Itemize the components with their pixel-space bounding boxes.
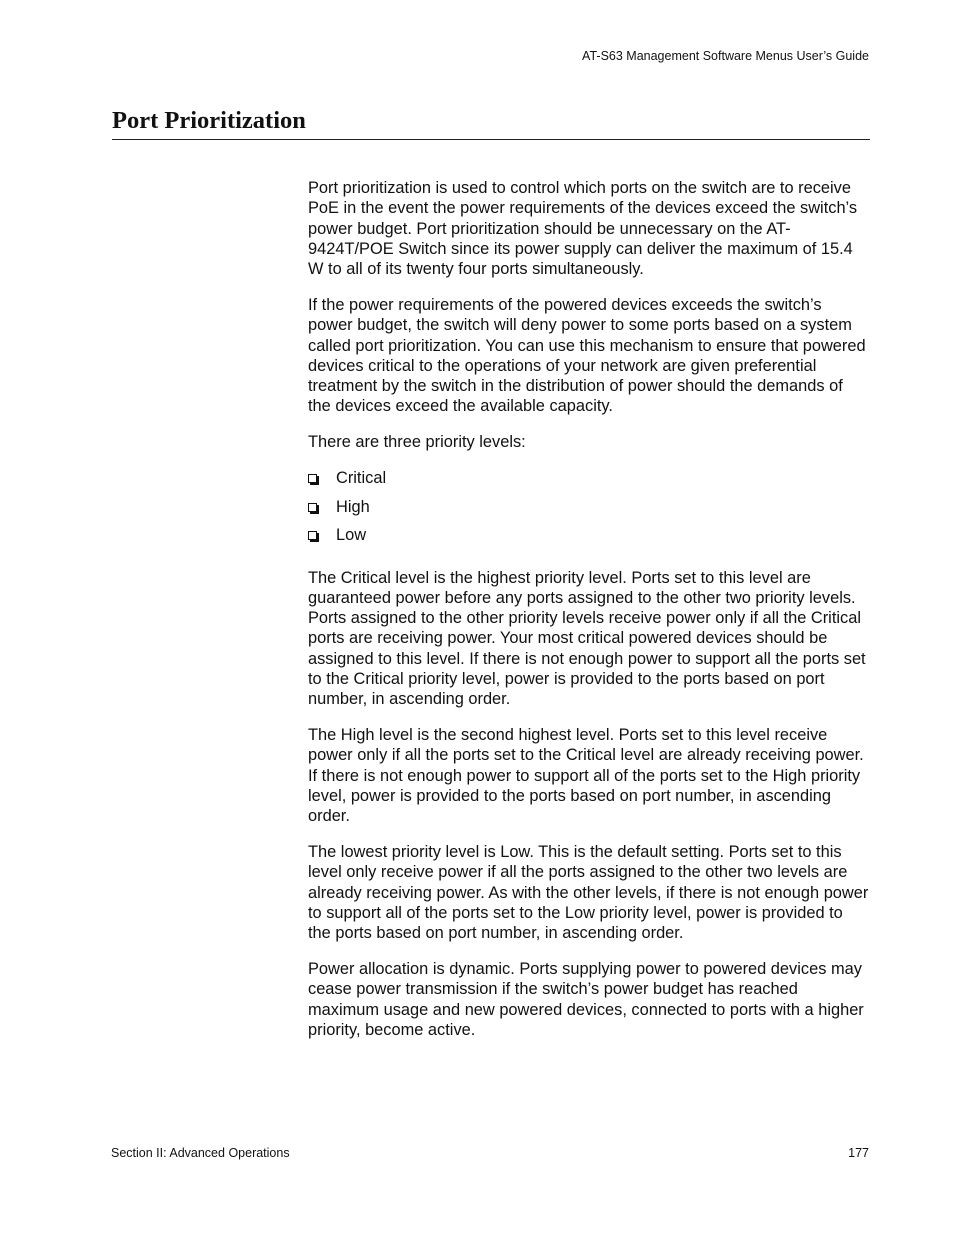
priority-levels-list (308, 468, 870, 554)
list-item-label: Critical (336, 469, 387, 488)
running-header: AT-S63 Management Software Menus User’s Guide (582, 49, 869, 63)
paragraph-critical: The Critical level is the highest priority level. Ports set to this level are guaranteed power before any ports assigned to the other two priority levels. Ports assigned to the other priority levels receive power only if all the Critical ports are receiving power. Your most critical powered devices should be assigned to this level. If there is not enough power to support all the ports set to the Critical priority level, power is provided to the ports based on port number, in ascending order. (308, 568, 866, 709)
page-title: Port Prioritization (112, 107, 306, 134)
checkbox-square-icon (308, 531, 317, 540)
section-heading (112, 105, 870, 140)
title-divider (112, 139, 870, 140)
list-item-critical (308, 468, 870, 497)
page-number: 177 (848, 1146, 869, 1160)
footer-section-label: Section II: Advanced Operations (111, 1146, 290, 1160)
paragraph-levels-intro: There are three priority levels: (308, 433, 526, 452)
body-text (308, 178, 870, 1056)
paragraph-intro: Port prioritization is used to control which ports on the switch are to receive PoE in the event the power requirements of the devices exceed the switch’s power budget. Port prioritization should be unnecessary on the AT-9424T/POE Switch since its power supply can deliver the maximum of 15.4 W to all of its twenty four ports simultaneously. (308, 179, 858, 279)
checkbox-square-icon (308, 503, 317, 512)
paragraph-dynamic: Power allocation is dynamic. Ports supplying power to powered devices may cease power transmission if the switch’s power budget has reached maximum usage and new powered devices, connected to ports with a higher priority, become active. (308, 960, 864, 1039)
paragraph-budget: If the power requirements of the powered devices exceeds the switch’s power budget, the switch will deny power to some ports based on a system called port prioritization. You can use this mechanism to ensure that powered devices critical to the operations of your network are given preferential treatment by the switch in the distribution of power should the demands of the devices exceed the available capacity. (308, 295, 866, 416)
checkbox-square-icon (308, 474, 317, 483)
paragraph-high: The High level is the second highest level. Ports set to this level receive power only if all the ports set to the Critical level are already receiving power. If there is not enough power to support all of the ports set to the High priority level, power is provided to the ports based on port number, in ascending order. (308, 726, 864, 826)
paragraph-low: The lowest priority level is Low. This is the default setting. Ports set to this level only receive power if all the ports assigned to the other two levels are already receiving power. As with the other levels, if there is not enough power to support all of the ports set to the Low priority level, power is provided to the ports based on port number, in ascending order. (308, 843, 869, 943)
list-item-high (308, 497, 870, 526)
list-item-label: High (336, 497, 370, 516)
list-item-low (308, 525, 870, 554)
list-item-label: Low (336, 526, 367, 545)
